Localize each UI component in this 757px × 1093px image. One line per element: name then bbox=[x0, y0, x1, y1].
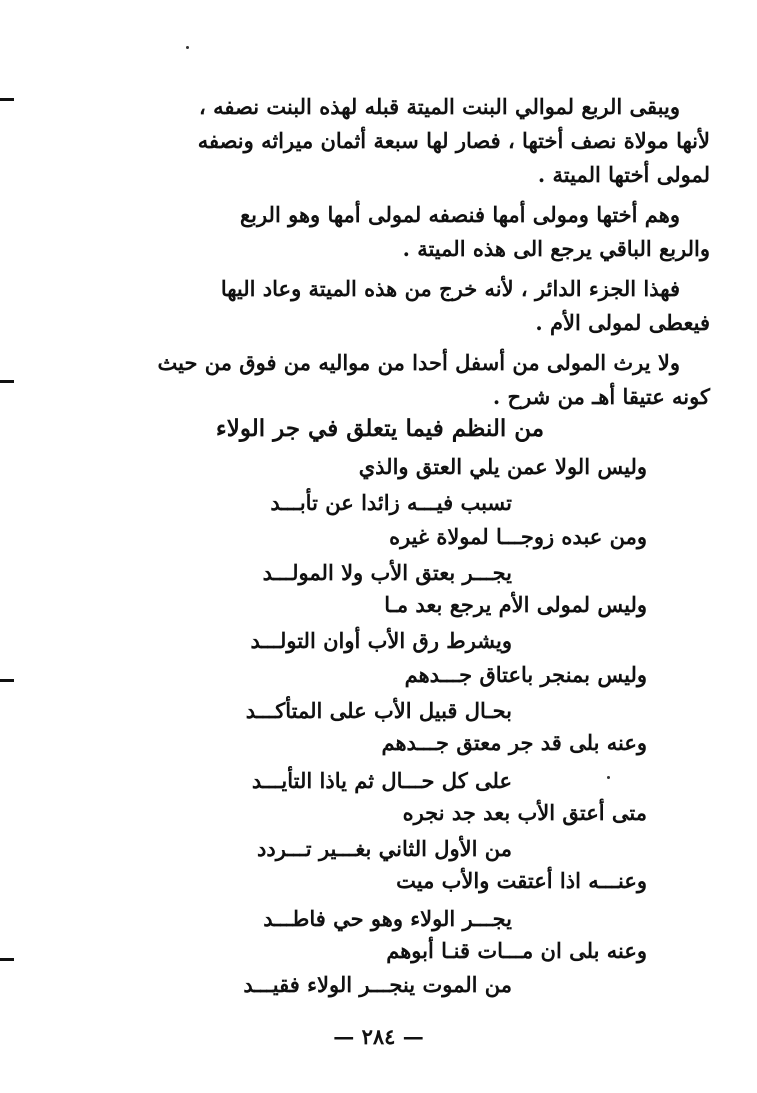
verse-line: بحـال قبيل الأب على المتأكـــد bbox=[245, 698, 512, 723]
paragraph bbox=[90, 90, 710, 192]
verse-line: تسبب فيـــه زائدا عن تأبـــد bbox=[270, 490, 512, 515]
text-line: والربع الباقي يرجع الى هذه الميتة . bbox=[402, 236, 710, 261]
scan-edge-mark bbox=[0, 958, 14, 961]
text-line: لمولى أختها الميتة . bbox=[537, 162, 710, 187]
verse-line: من الموت ينجـــر الولاء فقيـــد bbox=[243, 972, 512, 997]
section-heading: من النظم فيما يتعلق في جر الولاء bbox=[215, 415, 545, 442]
verse-line: وليس بمنجر باعتاق جـــدهم bbox=[404, 662, 647, 687]
verse-line: من الأول الثاني بغـــير تـــردد bbox=[257, 836, 512, 861]
text-line: وهم أختها ومولى أمها فنصفه لمولى أمها وهو الربع bbox=[239, 202, 680, 227]
paragraph bbox=[90, 346, 710, 414]
verse-line: متى أعتق الأب بعد جد نجره bbox=[402, 800, 647, 825]
text-line: ويبقى الربع لموالي البنت الميتة قبله لهذه البنت نصفه ، bbox=[199, 94, 680, 119]
scan-speck bbox=[607, 776, 610, 779]
verse-line: وليس لمولى الأم يرجع بعد مـا bbox=[384, 592, 647, 617]
paragraph bbox=[90, 198, 710, 266]
text-line: فهذا الجزء الدائر ، لأنه خرج من هذه الميتة وعاد اليها bbox=[220, 276, 680, 301]
verse-line: وعنه بلى ان مـــات قنـا أبوهم bbox=[386, 938, 647, 963]
scan-edge-mark bbox=[0, 380, 14, 383]
scan-edge-mark bbox=[0, 98, 14, 101]
verse-line: ويشرط رق الأب أوان التولـــد bbox=[250, 628, 512, 653]
verse-line: ومن عبده زوجـــا لمولاة غيره bbox=[389, 524, 647, 549]
verse-line: وليس الولا عمن يلي العتق والذي bbox=[358, 454, 647, 479]
verse-line: وعنـــه اذا أعتقت والأب ميت bbox=[396, 868, 647, 893]
text-line: لأنها مولاة نصف أختها ، فصار لها سبعة أثمان ميراثه ونصفه bbox=[197, 128, 710, 153]
scan-speck bbox=[186, 46, 189, 49]
prose-text bbox=[90, 90, 710, 420]
text-line: فيعطى لمولى الأم . bbox=[535, 310, 710, 335]
verse-line: على كل حـــال ثم ياذا التأيـــد bbox=[251, 768, 512, 793]
verse-line: وعنه بلى قد جر معتق جـــدهم bbox=[381, 730, 647, 755]
paragraph bbox=[90, 272, 710, 340]
verse-line: يجـــر الولاء وهو حي فاطـــد bbox=[263, 906, 512, 931]
text-line: ولا يرث المولى من أسفل أحدا من مواليه من فوق من حيث bbox=[157, 350, 680, 375]
verse-line: يجـــر بعتق الأب ولا المولـــد bbox=[262, 560, 512, 585]
text-line: كونه عتيقا أهـ من شرح . bbox=[492, 384, 710, 409]
scan-edge-mark bbox=[0, 679, 14, 682]
page-number: — ٢٨٤ — bbox=[333, 1024, 424, 1049]
